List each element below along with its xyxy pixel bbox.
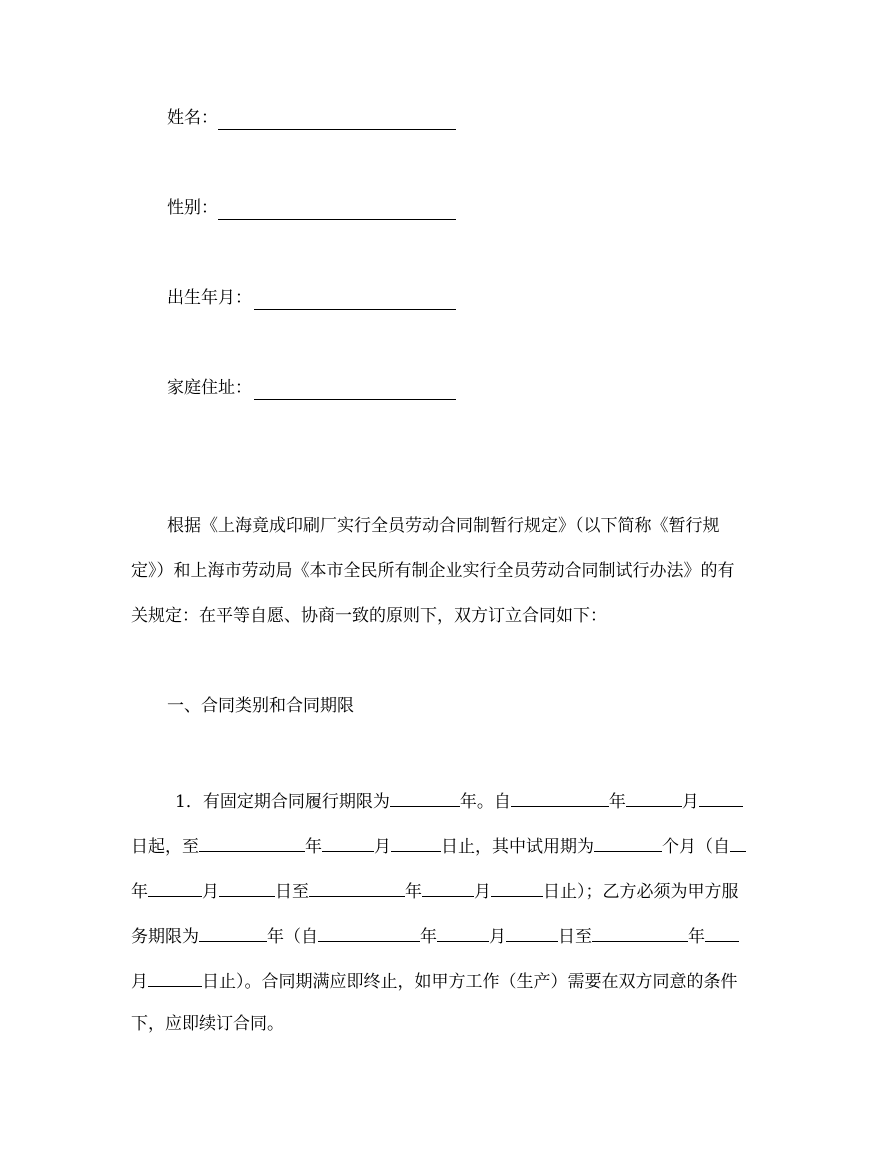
- clause-text: 年（自: [267, 927, 318, 947]
- clause-text: 日止）；乙方必须为甲方服: [543, 882, 739, 902]
- years-blank[interactable]: [390, 787, 460, 807]
- clause-1-line-3: [131, 877, 739, 901]
- gender-label: 性别：: [167, 198, 218, 218]
- intro-line-3: 关规定：在平等自愿、协商一致的原则下，双方订立合同如下：: [131, 606, 607, 626]
- clause-text: 1．有固定期合同履行期限为: [175, 792, 390, 812]
- year-blank[interactable]: [309, 877, 405, 897]
- clause-1-line-5: [131, 967, 738, 991]
- clause-text: 个月（自: [662, 837, 730, 857]
- day-blank[interactable]: [148, 967, 202, 987]
- clause-text: 日止）。合同期满应即终止，如甲方工作（生产）需要在双方同意的条件: [202, 972, 738, 992]
- year-blank[interactable]: [199, 832, 305, 852]
- clause-text: 月: [681, 792, 699, 812]
- clause-1-line-4: [131, 922, 739, 946]
- gender-blank-line[interactable]: [218, 219, 456, 220]
- year-blank[interactable]: [592, 922, 688, 942]
- month-blank[interactable]: [705, 922, 739, 942]
- clause-text: 月: [131, 972, 148, 992]
- name-label: 姓名：: [167, 108, 218, 128]
- clause-text: 日起，至: [131, 837, 199, 857]
- clause-text: 月: [202, 882, 219, 902]
- clause-text: 年: [305, 837, 322, 857]
- intro-line-2: 定》）和上海市劳动局《本市全民所有制企业实行全员劳动合同制试行办法》的有: [131, 561, 735, 581]
- clause-1-line-6: 下，应即续订合同。: [131, 1014, 284, 1034]
- clause-text: 年: [405, 882, 422, 902]
- day-blank[interactable]: [491, 877, 543, 897]
- clause-text: 年。自: [459, 792, 511, 812]
- clause-text: 月: [374, 837, 391, 857]
- section-1-title: 一、合同类别和合同期限: [167, 696, 354, 716]
- clause-text: 日至: [558, 927, 592, 947]
- year-blank[interactable]: [730, 832, 746, 852]
- month-blank[interactable]: [422, 877, 474, 897]
- month-blank[interactable]: [322, 832, 374, 852]
- name-blank-line[interactable]: [218, 129, 456, 130]
- birth-blank-line[interactable]: [254, 309, 456, 310]
- gender-field: [167, 196, 218, 220]
- month-blank[interactable]: [626, 787, 682, 807]
- service-years-blank[interactable]: [199, 922, 267, 942]
- clause-text: 年: [131, 882, 148, 902]
- probation-months-blank[interactable]: [594, 832, 662, 852]
- clause-text: 年: [688, 927, 705, 947]
- address-label: 家庭住址：: [167, 378, 252, 398]
- year-blank[interactable]: [511, 787, 609, 807]
- address-blank-line[interactable]: [254, 399, 456, 400]
- clause-text: 日止，其中试用期为: [441, 837, 594, 857]
- address-field: [167, 376, 252, 400]
- clause-1-line-2: [131, 832, 746, 856]
- clause-text: 年: [608, 792, 626, 812]
- name-field: [167, 106, 218, 130]
- clause-text: 务期限为: [131, 927, 199, 947]
- clause-1-line-1: [175, 787, 743, 811]
- day-blank[interactable]: [506, 922, 558, 942]
- month-blank[interactable]: [148, 877, 202, 897]
- intro-line-1: 根据《上海竟成印刷厂实行全员劳动合同制暂行规定》（以下简称《暂行规: [167, 516, 720, 536]
- clause-text: 年: [420, 927, 437, 947]
- day-blank[interactable]: [391, 832, 441, 852]
- day-blank[interactable]: [699, 787, 743, 807]
- birth-field: [167, 286, 252, 310]
- month-blank[interactable]: [437, 922, 489, 942]
- clause-text: 月: [489, 927, 506, 947]
- clause-text: 日至: [275, 882, 309, 902]
- year-blank[interactable]: [318, 922, 420, 942]
- clause-text: 月: [474, 882, 491, 902]
- day-blank[interactable]: [219, 877, 275, 897]
- birth-label: 出生年月：: [167, 288, 252, 308]
